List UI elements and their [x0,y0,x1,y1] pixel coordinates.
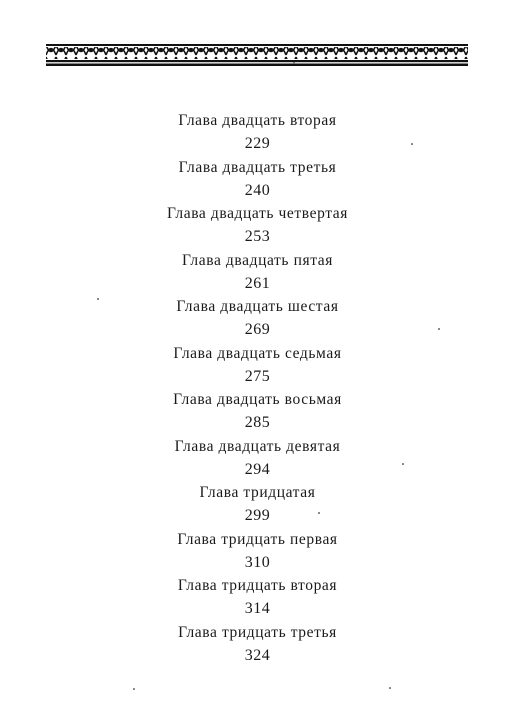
toc-entry [0,249,515,296]
print-speck [402,463,404,465]
page-number: 229 [244,135,271,152]
page-number: 324 [244,646,271,664]
print-speck [438,328,440,330]
toc-entry [0,342,515,389]
toc-entry [0,295,515,342]
chapter-title: Глава тридцать первая [177,530,338,548]
page-number: 294 [244,460,271,478]
table-of-contents [0,109,515,667]
toc-entry [0,156,515,203]
print-speck [318,512,320,514]
chapter-title: Глава двадцать пятая [182,251,333,269]
page-number: 299 [244,507,271,524]
page-number: 310 [244,553,271,571]
page-number: 285 [244,414,271,431]
toc-entry [0,621,515,668]
page-number: 261 [244,274,271,292]
toc-entry [0,574,515,621]
toc-entry [0,109,515,156]
toc-entry [0,481,515,528]
chapter-title: Глава тридцать третья [178,623,337,641]
chapter-title: Глава тридцать вторая [177,577,338,594]
chapter-title: Глава двадцать восьмая [173,391,342,408]
print-speck [97,298,99,300]
chapter-title: Глава двадцать четвертая [166,205,348,222]
chapter-title: Глава тридцатая [199,484,316,501]
toc-entry [0,202,515,249]
page-number: 314 [244,600,271,617]
page-number: 275 [244,367,271,385]
ornamental-border-icon [46,44,468,66]
toc-entry [0,388,515,435]
chapter-title: Глава двадцать вторая [178,112,337,129]
page-number: 240 [244,181,271,199]
page-number: 253 [244,228,271,245]
toc-entry [0,528,515,575]
print-speck [133,688,135,690]
chapter-title: Глава двадцать шестая [176,298,339,315]
toc-entry [0,435,515,482]
print-speck [411,143,413,145]
print-speck [293,62,295,64]
chapter-title: Глава двадцать девятая [174,437,341,455]
print-speck [389,687,391,689]
chapter-title: Глава двадцать седьмая [173,344,342,362]
page-number: 269 [244,321,271,338]
chapter-title: Глава двадцать третья [178,158,337,176]
